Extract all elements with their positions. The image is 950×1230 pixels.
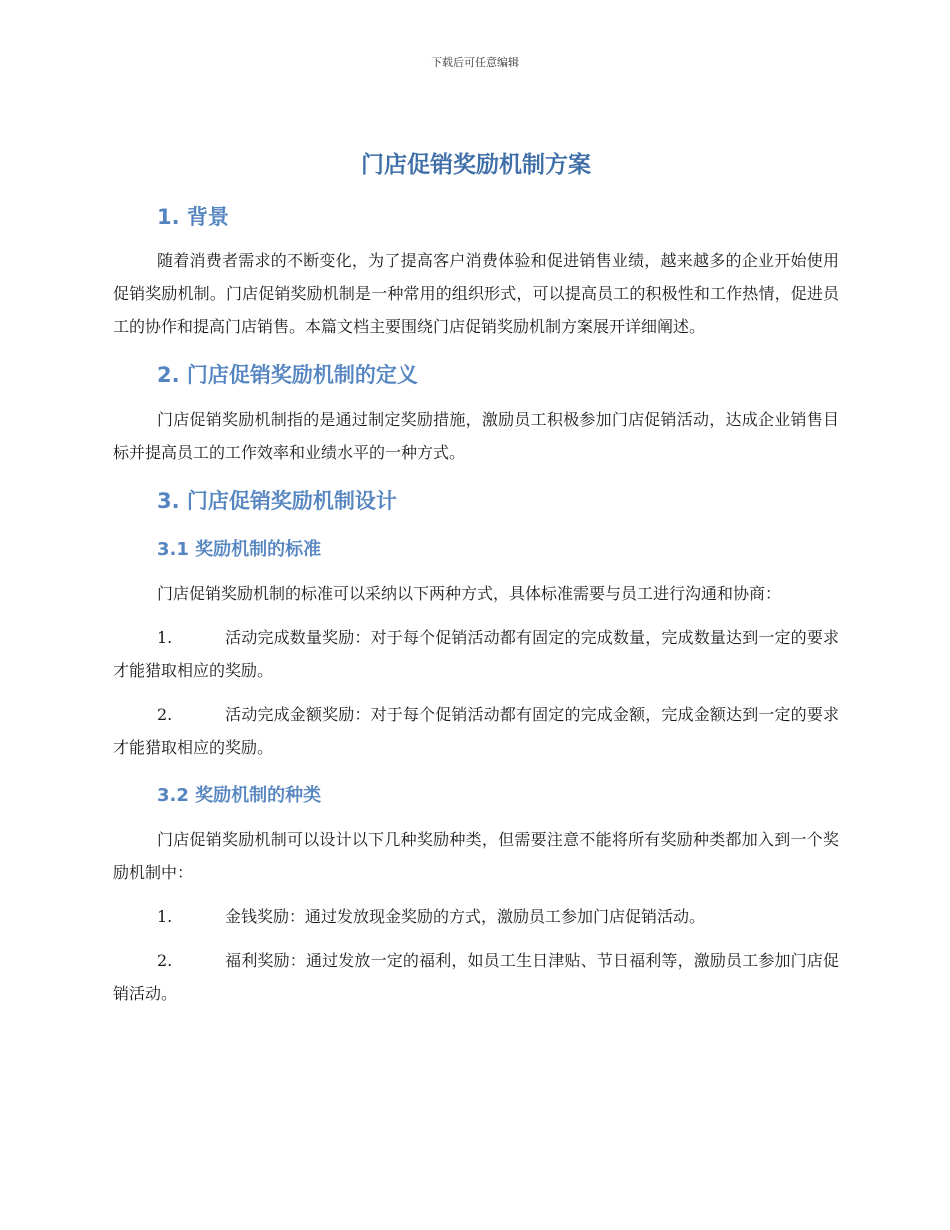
background-paragraph: 随着消费者需求的不断变化，为了提高客户消费体验和促进销售业绩，越来越多的企业开始使用促销奖励机制。门店促销奖励机制是一种常用的组织形式，可以提高员工的积极性和工作热情，促进员工的协作和提高门店销售。本篇文档主要围绕门店促销奖励机制方案展开详细阐述。 bbox=[113, 251, 839, 336]
document-body bbox=[113, 140, 839, 1010]
section-heading-background: 1. 背景 bbox=[157, 205, 229, 229]
definition-paragraph: 门店促销奖励机制指的是通过制定奖励措施，激励员工积极参加门店促销活动，达成企业销售目标并提高员工的工作效率和业绩水平的一种方式。 bbox=[113, 410, 839, 462]
list-text: 活动完成数量奖励：对于每个促销活动都有固定的完成数量，完成数量达到一定的要求才能猎取相应的奖励。 bbox=[113, 628, 839, 680]
standard-paragraph: 门店促销奖励机制的标准可以采纳以下两种方式，具体标准需要与员工进行沟通和协商： bbox=[157, 584, 782, 603]
section-heading-design: 3. 门店促销奖励机制设计 bbox=[157, 489, 397, 513]
list-item bbox=[113, 698, 839, 764]
list-number: 1. bbox=[157, 628, 173, 647]
document-title: 门店促销奖励机制方案 bbox=[361, 152, 591, 178]
header-note: 下载后可任意编辑 bbox=[431, 56, 519, 69]
types-paragraph: 门店促销奖励机制可以设计以下几种奖励种类，但需要注意不能将所有奖励种类都加入到一个奖励机制中： bbox=[113, 830, 839, 882]
section-heading-definition: 2. 门店促销奖励机制的定义 bbox=[157, 363, 418, 387]
list-number: 2. bbox=[157, 951, 173, 970]
subsection-heading-types: 3.2 奖励机制的种类 bbox=[157, 785, 322, 806]
list-text: 福利奖励：通过发放一定的福利，如员工生日津贴、节日福利等，激励员工参加门店促销活动。 bbox=[113, 951, 839, 1003]
list-text: 金钱奖励：通过发放现金奖励的方式，激励员工参加门店促销活动。 bbox=[225, 907, 706, 926]
subsection-heading-standard: 3.1 奖励机制的标准 bbox=[157, 539, 322, 560]
list-number: 1. bbox=[157, 907, 173, 926]
list-item bbox=[113, 944, 839, 1010]
list-number: 2. bbox=[157, 705, 173, 724]
list-item bbox=[113, 621, 839, 687]
list-text: 活动完成金额奖励：对于每个促销活动都有固定的完成金额，完成金额达到一定的要求才能猎取相应的奖励。 bbox=[113, 705, 839, 757]
list-item bbox=[113, 900, 839, 933]
